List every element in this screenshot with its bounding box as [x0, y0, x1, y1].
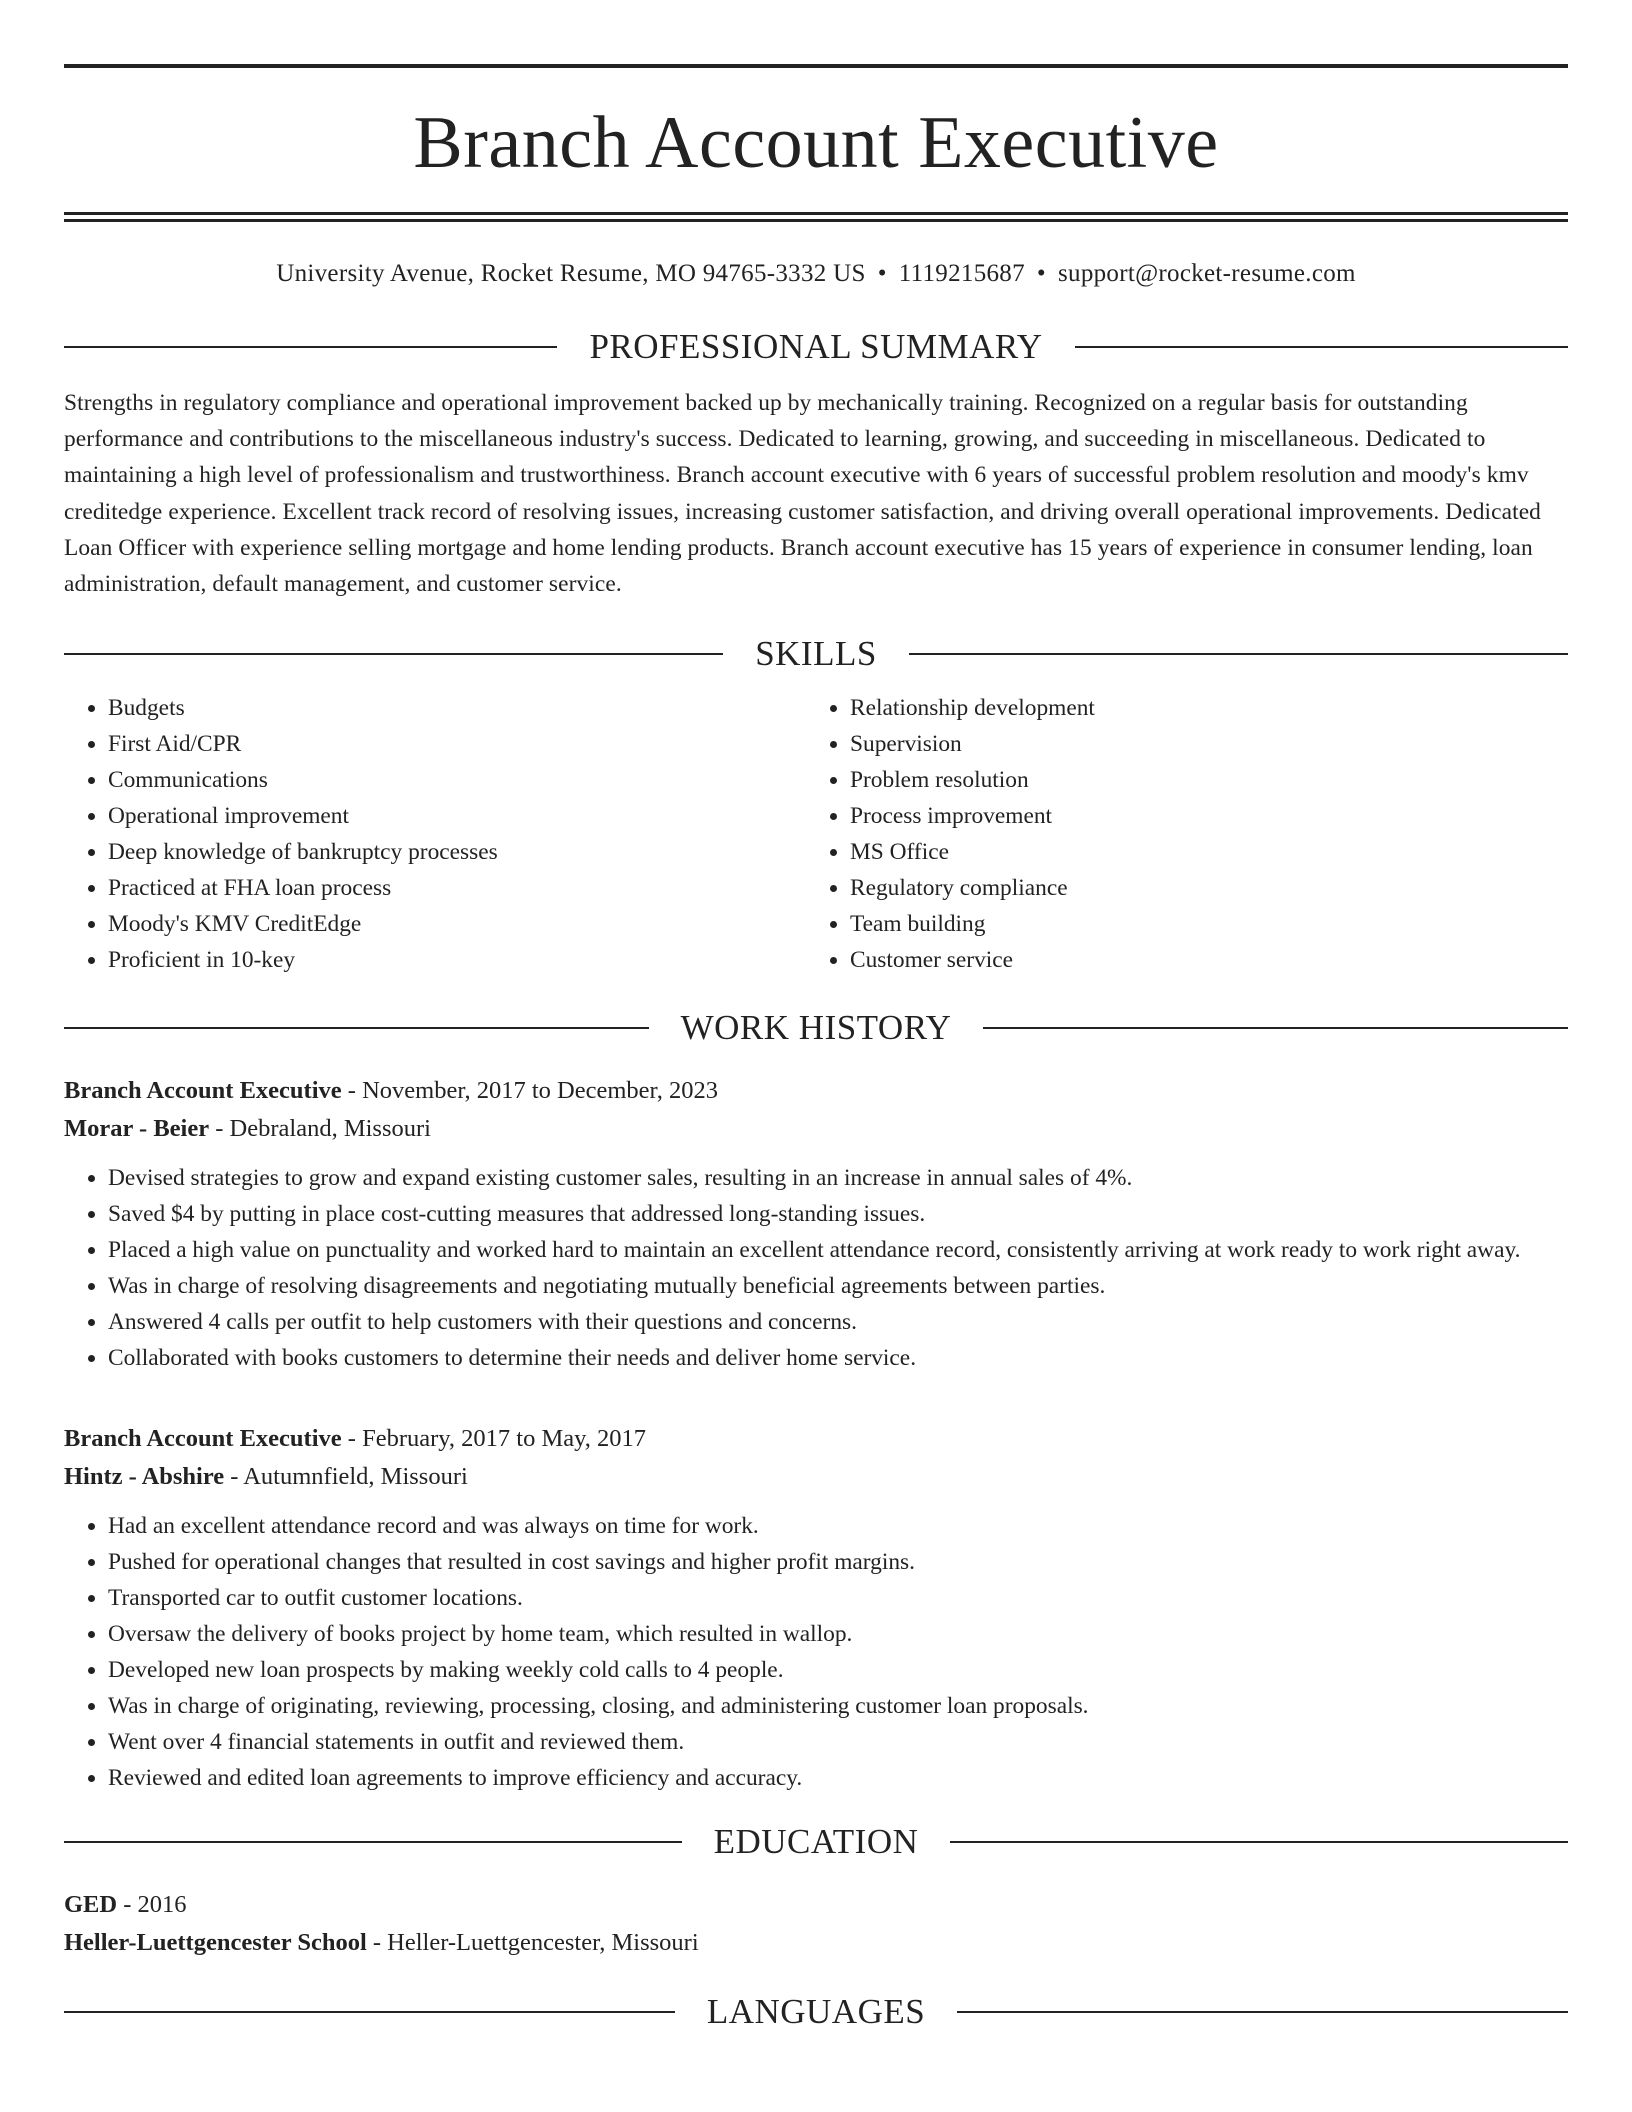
- job-bullet: • Developed new loan prospects by making weekly cold calls to 4 people.: [108, 1652, 1568, 1688]
- skills-column-left: [64, 690, 806, 978]
- job-bullet: • Answered 4 calls per outfit to help customers with their questions and concerns.: [108, 1304, 1568, 1340]
- job-company-line: [64, 1110, 1568, 1148]
- heading-rule-right: [957, 2011, 1568, 2013]
- job-entry: [64, 1420, 1568, 1796]
- job-bullet: • Was in charge of originating, reviewing, processing, closing, and administering customer loan proposals.: [108, 1688, 1568, 1724]
- skills-column-right: [806, 690, 1548, 978]
- job-bullet: • Placed a high value on punctuality and worked hard to maintain an excellent attendance record, consistently arriving at work ready to work right away.: [108, 1232, 1568, 1268]
- title-double-rule: [64, 212, 1568, 222]
- skill-item: • Supervision: [850, 726, 1548, 762]
- heading-rule-left: [64, 346, 557, 348]
- job-bullets: [64, 1160, 1568, 1376]
- contact-separator: •: [877, 260, 887, 287]
- skill-item: • MS Office: [850, 834, 1548, 870]
- languages-title: LANGUAGES: [706, 1992, 926, 2032]
- contact-address: University Avenue, Rocket Resume, MO 94765-3332 US: [276, 260, 866, 287]
- job-entry: [64, 1072, 1568, 1376]
- resume-title: Branch Account Executive: [413, 102, 1219, 184]
- skills-list: [64, 690, 1568, 978]
- heading-rule-right: [1075, 346, 1568, 348]
- job-dates: - February, 2017 to May, 2017: [341, 1425, 647, 1453]
- job-bullet: • Reviewed and edited loan agreements to improve efficiency and accuracy.: [108, 1760, 1568, 1796]
- education-heading: [64, 1820, 1568, 1864]
- skill-item: • Proficient in 10-key: [108, 942, 806, 978]
- job-bullet: • Transported car to outfit customer locations.: [108, 1580, 1568, 1616]
- job-company: Morar - Beier: [64, 1115, 210, 1143]
- skill-item: • First Aid/CPR: [108, 726, 806, 762]
- heading-rule-left: [64, 1027, 649, 1029]
- contact-phone: 1119215687: [898, 260, 1025, 287]
- job-bullet: • Devised strategies to grow and expand existing customer sales, resulting in an increase in annual sales of 4%.: [108, 1160, 1568, 1196]
- education-entry: [64, 1886, 1568, 1962]
- job-bullet: • Went over 4 financial statements in outfit and reviewed them.: [108, 1724, 1568, 1760]
- skill-item: • Moody's KMV CreditEdge: [108, 906, 806, 942]
- summary-heading: [64, 325, 1568, 369]
- job-bullet: • Was in charge of resolving disagreements and negotiating mutually beneficial agreements between parties.: [108, 1268, 1568, 1304]
- heading-rule-right: [983, 1027, 1568, 1029]
- job-dates: - November, 2017 to December, 2023: [341, 1077, 718, 1105]
- education-location: - Heller-Luettgencester, Missouri: [366, 1929, 699, 1957]
- skill-item: • Problem resolution: [850, 762, 1548, 798]
- education-degree-line: [64, 1886, 1568, 1924]
- skill-item: • Team building: [850, 906, 1548, 942]
- education-school-line: [64, 1924, 1568, 1962]
- skills-title: SKILLS: [755, 634, 877, 674]
- job-location: - Debraland, Missouri: [209, 1115, 431, 1143]
- heading-rule-left: [64, 2011, 675, 2013]
- job-bullet: • Collaborated with books customers to determine their needs and deliver home service.: [108, 1340, 1568, 1376]
- heading-rule-left: [64, 653, 723, 655]
- skill-item: • Practiced at FHA loan process: [108, 870, 806, 906]
- heading-rule-right: [909, 653, 1568, 655]
- skill-item: • Process improvement: [850, 798, 1548, 834]
- contact-separator: •: [1036, 260, 1046, 287]
- skills-heading: [64, 632, 1568, 676]
- skill-item: • Regulatory compliance: [850, 870, 1548, 906]
- job-title-line: [64, 1420, 1568, 1458]
- contact-line: [64, 259, 1568, 289]
- skill-item: • Relationship development: [850, 690, 1548, 726]
- contact-email: support@rocket-resume.com: [1057, 260, 1356, 287]
- job-company: Hintz - Abshire: [64, 1463, 225, 1491]
- education-title: EDUCATION: [713, 1822, 919, 1862]
- skill-item: • Communications: [108, 762, 806, 798]
- work-title: WORK HISTORY: [680, 1008, 952, 1048]
- education-school: Heller-Luettgencester School: [64, 1929, 367, 1957]
- job-bullet: • Had an excellent attendance record and was always on time for work.: [108, 1508, 1568, 1544]
- job-bullets: [64, 1508, 1568, 1796]
- education-year: - 2016: [117, 1891, 187, 1919]
- job-position: Branch Account Executive: [64, 1077, 342, 1105]
- job-position: Branch Account Executive: [64, 1425, 342, 1453]
- job-bullet: • Oversaw the delivery of books project by home team, which resulted in wallop.: [108, 1616, 1568, 1652]
- heading-rule-right: [950, 1841, 1568, 1843]
- resume-page: [64, 64, 1568, 2034]
- skill-item: • Budgets: [108, 690, 806, 726]
- top-rule: [64, 64, 1568, 68]
- job-company-line: [64, 1458, 1568, 1496]
- summary-text: Strengths in regulatory compliance and operational improvement backed up by mechanically training. Recognized on a regular basis for outstanding performance and contributions to the miscellaneous industry's success. Dedicated to learning, growing, and succeeding in miscellaneous. Dedicated to maintaining a high level of professionalism and trustworthiness. Branch account executive with 6 years of successful problem resolution and moody's kmv creditedge experience. Excellent track record of resolving issues, increasing customer satisfaction, and driving overall operational improvements. Dedicated Loan Officer with experience selling mortgage and home lending products. Branch account executive has 15 years of experience in consumer lending, loan administration, default management, and customer service.: [64, 390, 1541, 598]
- skill-item: • Deep knowledge of bankruptcy processes: [108, 834, 806, 870]
- job-bullet: • Saved $4 by putting in place cost-cutting measures that addressed long-standing issues.: [108, 1196, 1568, 1232]
- heading-rule-left: [64, 1841, 682, 1843]
- job-bullet: • Pushed for operational changes that resulted in cost savings and higher profit margins.: [108, 1544, 1568, 1580]
- education-degree: GED: [64, 1891, 118, 1919]
- job-title-line: [64, 1072, 1568, 1110]
- skill-item: • Customer service: [850, 942, 1548, 978]
- skill-item: • Operational improvement: [108, 798, 806, 834]
- languages-heading: [64, 1990, 1568, 2034]
- work-heading: [64, 1006, 1568, 1050]
- job-location: - Autumnfield, Missouri: [224, 1463, 468, 1491]
- summary-title: PROFESSIONAL SUMMARY: [589, 327, 1043, 366]
